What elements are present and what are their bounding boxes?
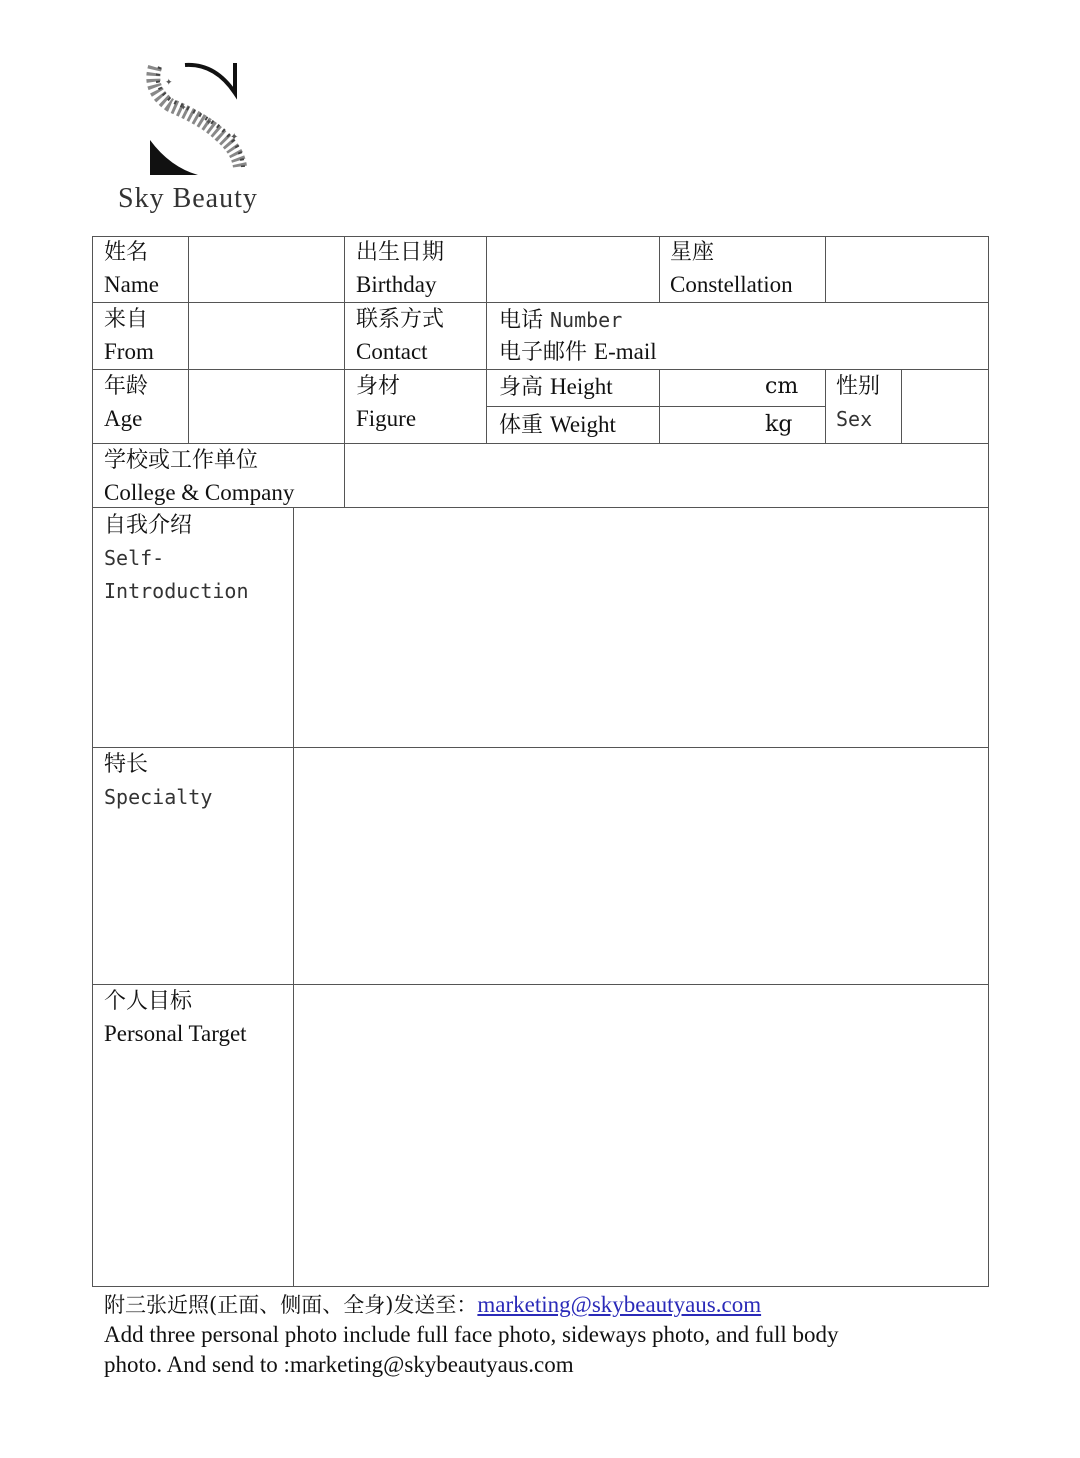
svg-text:✦: ✦: [205, 118, 213, 128]
email-label[interactable]: 电子邮件 E-mail: [499, 339, 657, 365]
height-unit: cm: [765, 374, 799, 399]
constellation-label: 星座 Constellation: [670, 240, 793, 297]
name-label: 姓名 Name: [104, 240, 159, 297]
email-link[interactable]: marketing@skybeautyaus.com: [477, 1292, 762, 1317]
weight-field[interactable]: [661, 408, 761, 442]
specialty-label: 特长 Specialty: [104, 752, 213, 809]
weight-unit: kg: [765, 412, 793, 437]
footer-line-2: Add three personal photo include full face photo, sideways photo, and full body: [104, 1322, 839, 1347]
sex-label: 性别 Sex: [836, 374, 881, 431]
sex-field[interactable]: [903, 371, 986, 441]
from-field[interactable]: [190, 304, 342, 367]
birthday-field[interactable]: [488, 239, 657, 300]
target-label: 个人目标 Personal Target: [104, 989, 247, 1046]
college-field[interactable]: [346, 445, 986, 505]
s-star-logo-icon: [110, 55, 260, 180]
contact-label: 联系方式 Contact: [356, 307, 445, 364]
weight-label: 体重 Weight: [499, 412, 616, 438]
application-form: [92, 236, 989, 1287]
specialty-field[interactable]: [295, 749, 986, 982]
sky-beauty-logo: [110, 55, 300, 220]
svg-text:✦: ✦: [165, 78, 173, 88]
target-field[interactable]: [295, 986, 986, 1284]
constellation-field[interactable]: [827, 239, 986, 300]
intro-label: 自我介绍 Self- Introduction: [104, 513, 249, 603]
height-label: 身高 Height: [499, 374, 613, 400]
height-field[interactable]: [661, 371, 761, 405]
intro-field[interactable]: [295, 509, 986, 745]
svg-text:✦: ✦: [230, 132, 239, 143]
brand-name: Sky Beauty: [118, 183, 258, 214]
age-label: 年龄 Age: [104, 374, 149, 431]
footer-line-3: photo. And send to :marketing@skybeautyaus.com: [104, 1352, 574, 1377]
age-field[interactable]: [190, 371, 342, 441]
svg-text:✦: ✦: [180, 103, 187, 112]
from-label: 来自 From: [104, 307, 154, 364]
footer-cn-line: 附三张近照(正面、侧面、全身)发送至：marketing@skybeautyaus.com: [104, 1292, 762, 1317]
phone-label[interactable]: 电话 Number: [499, 308, 623, 333]
birthday-label: 出生日期 Birthday: [356, 240, 445, 297]
figure-label: 身材 Figure: [356, 374, 417, 431]
footer-note: [104, 1290, 1004, 1380]
college-label: 学校或工作单位 College & Company: [104, 448, 295, 505]
name-field[interactable]: [190, 239, 342, 300]
